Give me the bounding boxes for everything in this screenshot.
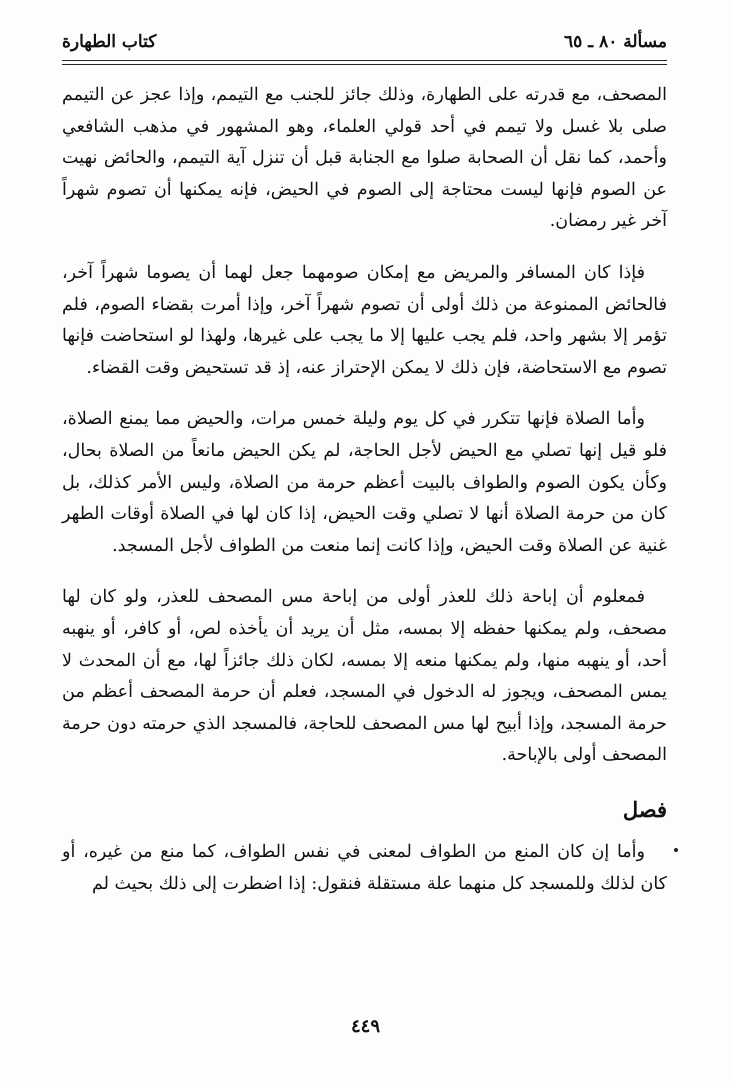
paragraph: وأما إن كان المنع من الطواف لمعنى في نفس الطواف، كما منع من غيره، أو كان لذلك وللمسجد كل منهما علة مستقلة فنقول: إذا اضطرت إلى ذلك بحيث لم bbox=[62, 842, 667, 895]
paragraph: فمعلوم أن إباحة ذلك للعذر أولى من إباحة مس المصحف للعذر، ولو كان لها مصحف، ولم يمكنها حفظه إلا بمسه، مثل أن يريد أن يأخذه لص، أو كافر، أو ينهبه أحد، أو ينهبه منها، ولم يمكنها منعه إلا بمسه، لكان ذلك جائزاً لها، مع أن المحدث لا يمس المصحف، ويجوز له الدخول في المسجد، فعلم أن حرمة المصحف أعظم من حرمة المسجد، وإذا أبيح لها مس المصحف للحاجة، فالمسجد الذي حرمته دون حرمة المصحف أولى بالإباحة. bbox=[62, 587, 667, 766]
running-header bbox=[62, 26, 667, 56]
paragraph: وأما الصلاة فإنها تتكرر في كل يوم وليلة خمس مرات، والحيض مما يمنع الصلاة، فلو قيل إنها تصلي مع الحيض لأجل الحاجة، لم يكن الحيض مانعاً من الصلاة بحال، وكأن يكون الصوم والطواف بالبيت أعظم حرمة من الصلاة، وليس الأمر كذلك، بل كان من حرمة الصلاة أنها لا تصلي وقت الحيض، إذا كان لها في الصلاة أوقات الطهر غنية عن الصلاة وقت الحيض، وإذا كانت إنما منعت من الطواف لأجل المسجد. bbox=[62, 409, 667, 556]
main-text bbox=[62, 80, 667, 921]
header-issue-number: مسألة ٨٠ ـ ٦٥ bbox=[563, 32, 667, 52]
margin-dot bbox=[674, 848, 678, 852]
section-title: فصل bbox=[622, 796, 667, 822]
paragraph: فإذا كان المسافر والمريض مع إمكان صومهما جعل لهما أن يصوما شهراً آخر، فالحائض الممنوعة من ذلك أولى أن تصوم شهراً آخر، وإذا أمرت بقضاء الصوم، فلم تؤمر إلا بشهر واحد، فلم يجب عليها إلا ما يجب على غيرها، ولهذا لو استحاضت فإنها تصوم مع الاستحاضة، فإن ذلك لا يمكن الإحتراز عنه، إذ قد تستحيض وقت القضاء. bbox=[62, 262, 667, 378]
page-number: ٤٤٩ bbox=[350, 1016, 380, 1037]
header-rule-thin bbox=[62, 64, 667, 65]
header-book-title: كتاب الطهارة bbox=[62, 32, 157, 52]
paragraph: المصحف، مع قدرته على الطهارة، وذلك جائز للجنب مع التيمم، وإذا عجز عن التيمم صلى بلا غسل ولا تيمم في أحد قولي العلماء، وهو المشهور في مذهب الشافعي وأحمد، كما نقل أن الصحابة صلوا مع الجنابة قبل أن تنزل آية التيمم، والحائض نهيت عن الصوم فإنها ليست محتاجة إلى الصوم في الحيض، فإنه يمكنها أن تصوم شهراً آخر غير رمضان. bbox=[62, 85, 667, 232]
header-rule-thick bbox=[62, 60, 667, 61]
